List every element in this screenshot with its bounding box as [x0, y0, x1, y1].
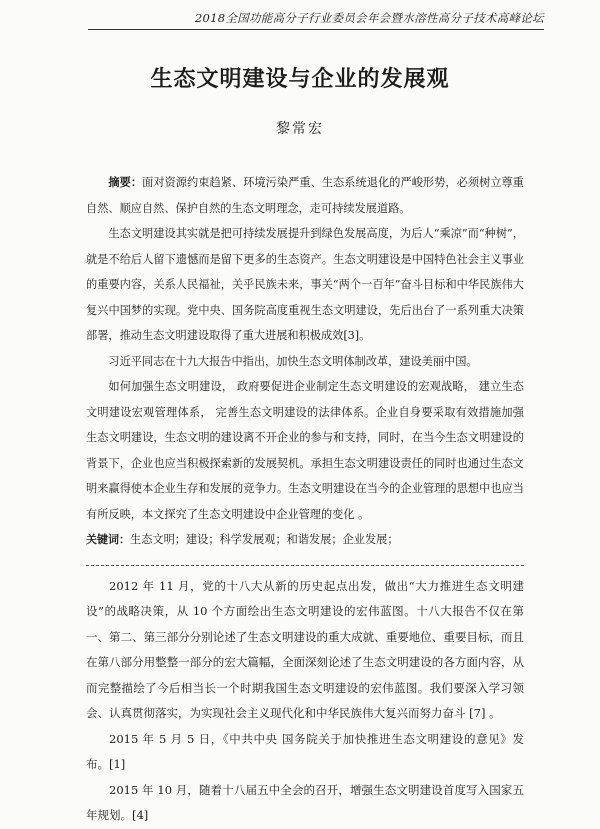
keywords-text: 生态文明；建设；科学发展观；和谐发展；企业发展； [130, 533, 399, 546]
body-paragraph: 2015 年 10 月，随着十八届五中全会的召开，增强生态文明建设首度写入国家五年规划。[4] [86, 782, 524, 822]
running-header [88, 10, 544, 30]
abstract-paragraph: 习近平同志在十九大报告中指出，加快生态文明体制改革，建设美丽中国。 [108, 354, 478, 368]
abstract-paragraph [86, 170, 524, 221]
keywords-line [86, 527, 524, 553]
keywords-label: 关键词： [86, 533, 130, 546]
main-text-section [86, 574, 524, 829]
abstract-text: 面对资源约束趋紧、环境污染严重、生态系统退化的严峻形势，必须树立尊重自然、顺应自然、保护自然的生态文明理念，走可持续发展道路。 [86, 176, 524, 215]
abstract-label: 摘要： [108, 176, 143, 189]
article-body [86, 170, 524, 829]
article-title: 生态文明建设与企业的发展观 [150, 67, 450, 92]
article-author: 黎常宏 [276, 121, 324, 137]
abstract-section [86, 170, 524, 527]
abstract-paragraph: 如何加强生态文明建设， 政府要促进企业制定生态文明建设的宏观战略， 建立生态文明建设宏观管理体系， 完善生态文明建设的法律体系。企业自身要采取有效措施加强生态文明建设，生态文明的建设离不开企业的参与和支持，同时，在当今生态文明建设的背景下，企业也应当积极探索新的发展契机。承担生态文明建设责任的同时也通过生态文明来赢得使本企业生存和发展的竞争力。生态文明建设在当今的企业管理的思想中也应当有所反映，本文探究了生态文明建设中企业管理的变化 。 [86, 380, 524, 521]
abstract-paragraph: 生态文明建设其实就是把可持续发展提升到绿色发展高度，为后人“乘凉”而“种树”，就是不给后人留下遗憾而是留下更多的生态资产。生态文明建设是中国特色社会主义事业的重要内容，关系人民福祉，关乎民族未来，事关“两个一百年”奋斗目标和中华民族伟大复兴中国梦的实现。党中央、国务院高度重视生态文明建设，先后出台了一系列重大决策部署，推动生态文明建设取得了重大进展和积极成效[3]。 [86, 227, 524, 342]
running-header-text: 2018全国功能高分子行业委员会年会暨水溶性高分子技术高峰论坛 [194, 11, 544, 25]
body-paragraph: 2012 年 11 月，党的十八大从新的历史起点出发，做出“大力推进生态文明建设”的战略决策，从 10 个方面绘出生态文明建设的宏伟蓝图。十八大报告不仅在第一、第二、第三部分分别论述了生态文明建设的重大成就、重要地位、重要目标，而且在第八部分用整整一部分的宏大篇幅，全面深刻论述了生态文明建设的各方面内容，从而完整描绘了今后相当长一个时期我国生态文明建设的宏伟蓝图。我们要深入学习领会、认真贯彻落实，为实现社会主义现代化和中华民族伟大复兴而努力奋斗 [7] 。 [86, 578, 524, 720]
body-paragraph: 2015 年 5 月 5 日，《中共中央 国务院关于加快推进生态文明建设的意见》发布。[1] [86, 731, 524, 771]
section-divider [86, 565, 524, 566]
